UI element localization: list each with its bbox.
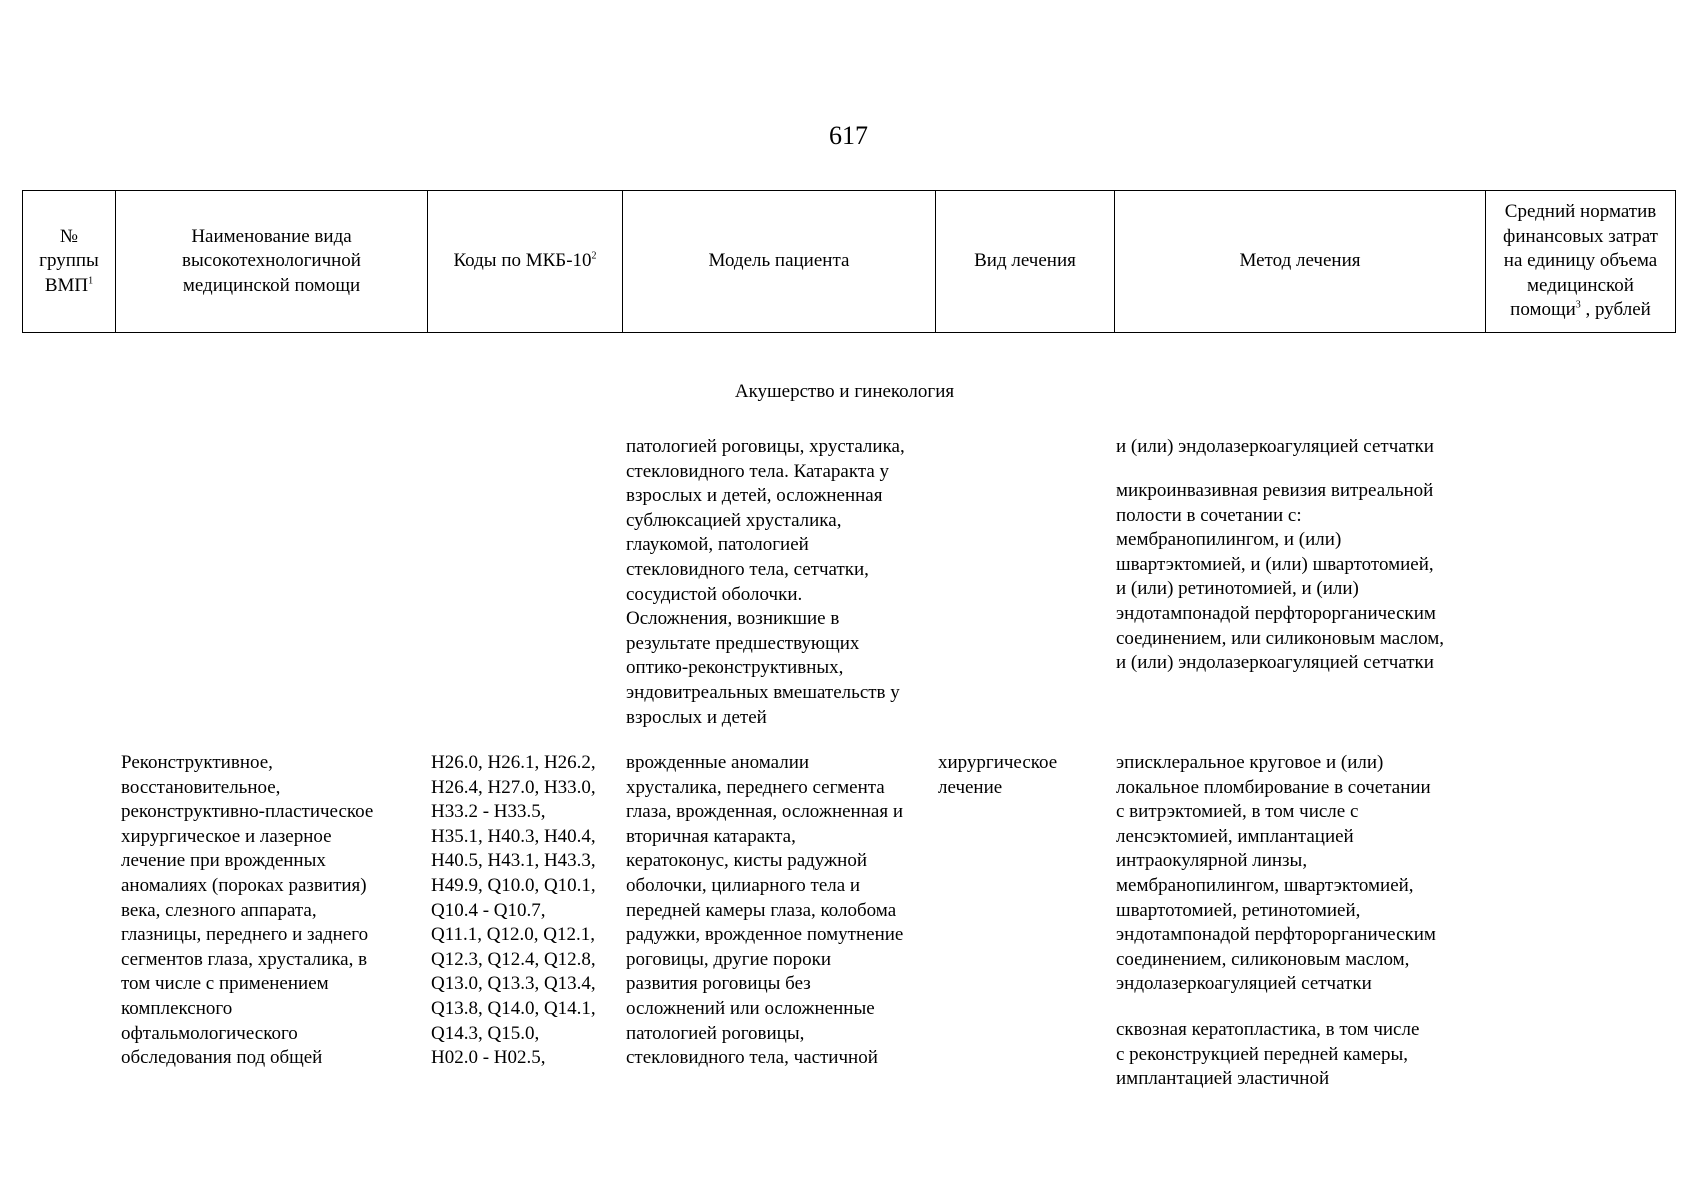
footnote-1: 1 [88,275,94,287]
entry-icd-codes: H26.0, H26.1, H26.2, H26.4, H27.0, H33.0, H33.2 - H33.5, H35.1, H40.3, H40.4, H40.5, H43.1, H43.3, H49.9, Q10.0, Q10.1, Q10.4 - Q10.7, Q11.1, Q12.0, Q12.1, Q12.3, Q12.4, Q12.8, Q13.0, Q13.3, Q13.4, Q13.8, Q14.0, Q14.1, Q14.3, Q15.0, H02.0 - H02.5, [431,752,596,1069]
entry-care-type-name: Реконструктивное, восстановительное, реконструктивно-пластическое хирургическое и лазерное лечение при врожденных аномалиях (пороках развития) века, слезного аппарата, глазницы, переднего и заднего сегментов глаза, хрусталика, в том числе с применением комплексного офтальмологического обследования под общей [121,752,374,1069]
header-cost-standard-text: Средний норматив финансовых затрат на единицу объема медицинской помощи [1503,201,1658,321]
header-icd-codes [428,191,623,333]
header-treatment-method: Метод лечения [1115,191,1486,333]
header-icd-codes-text: Коды по МКБ-10 [453,250,592,272]
footnote-3: 3 [1575,300,1581,312]
header-group-number [23,191,116,333]
section-title [0,380,1697,404]
continuation-method-1: и (или) эндолазеркоагуляцией сетчатки [1116,436,1434,457]
header-treatment-type: Вид лечения [936,191,1115,333]
header-care-type-name: Наименование вида высокотехнологичной медицинской помощи [116,191,428,333]
entry-treatment-type: хирургическое лечение [938,752,1058,798]
header-cost-standard [1486,191,1676,333]
entry-method-1: эписклеральное круговое и (или) локальное пломбирование в сочетании с витрэктомией, в том числе с ленсэктомией, имплантацией интраокулярной линзы, мембранопилингом, швартэктомией, швартотомией, ретинотомией, эндотампонадой перфторорганическим соединением, силиконовым маслом, эндолазеркоагуляцией сетчатки [1116,752,1436,995]
header-cost-standard-unit: , рублей [1580,299,1651,321]
header-patient-model: Модель пациента [623,191,936,333]
entry-patient-model: врожденные аномалии хрусталика, переднего сегмента глаза, врожденная, осложненная и вторичная катаракта, кератоконус, кисты радужной оболочки, цилиарного тела и передней камеры глаза, колобома радужки, врожденное помутнение роговицы, другие пороки развития роговицы без осложнений или осложненные патологией роговицы, стекловидного тела, частичной [626,752,904,1069]
footnote-2: 2 [591,250,597,262]
table-header [22,190,1676,333]
continuation-patient-model: патологией роговицы, хрусталика, стекловидного тела. Катаракта у взрослых и детей, осложненная сублюксацией хрусталика, глаукомой, патологией стекловидного тела, сетчатки, сосудистой оболочки. Осложнения, возникшие в результате предшествующих оптико-реконструктивных, эндовитреальных вмешательств у взрослых и детей [626,436,905,728]
entry-method-2: сквозная кератопластика, в том числе с реконструкцией передней камеры, имплантацией эластичной [1116,1019,1420,1090]
page-number: 617 [829,121,868,150]
continuation-method-2: микроинвазивная ревизия витреальной полости в сочетании с: мембранопилингом, и (или) швартэктомией, и (или) швартотомией, и (или) ретинотомией, и (или) эндотампонадой перфторорганическим соединением, или силиконовым маслом, и (или) эндолазеркоагуляцией сетчатки [1116,480,1444,674]
header-group-number-text: № группы ВМП [39,225,99,296]
section-title-text: Акушерство и гинекология [734,381,955,402]
